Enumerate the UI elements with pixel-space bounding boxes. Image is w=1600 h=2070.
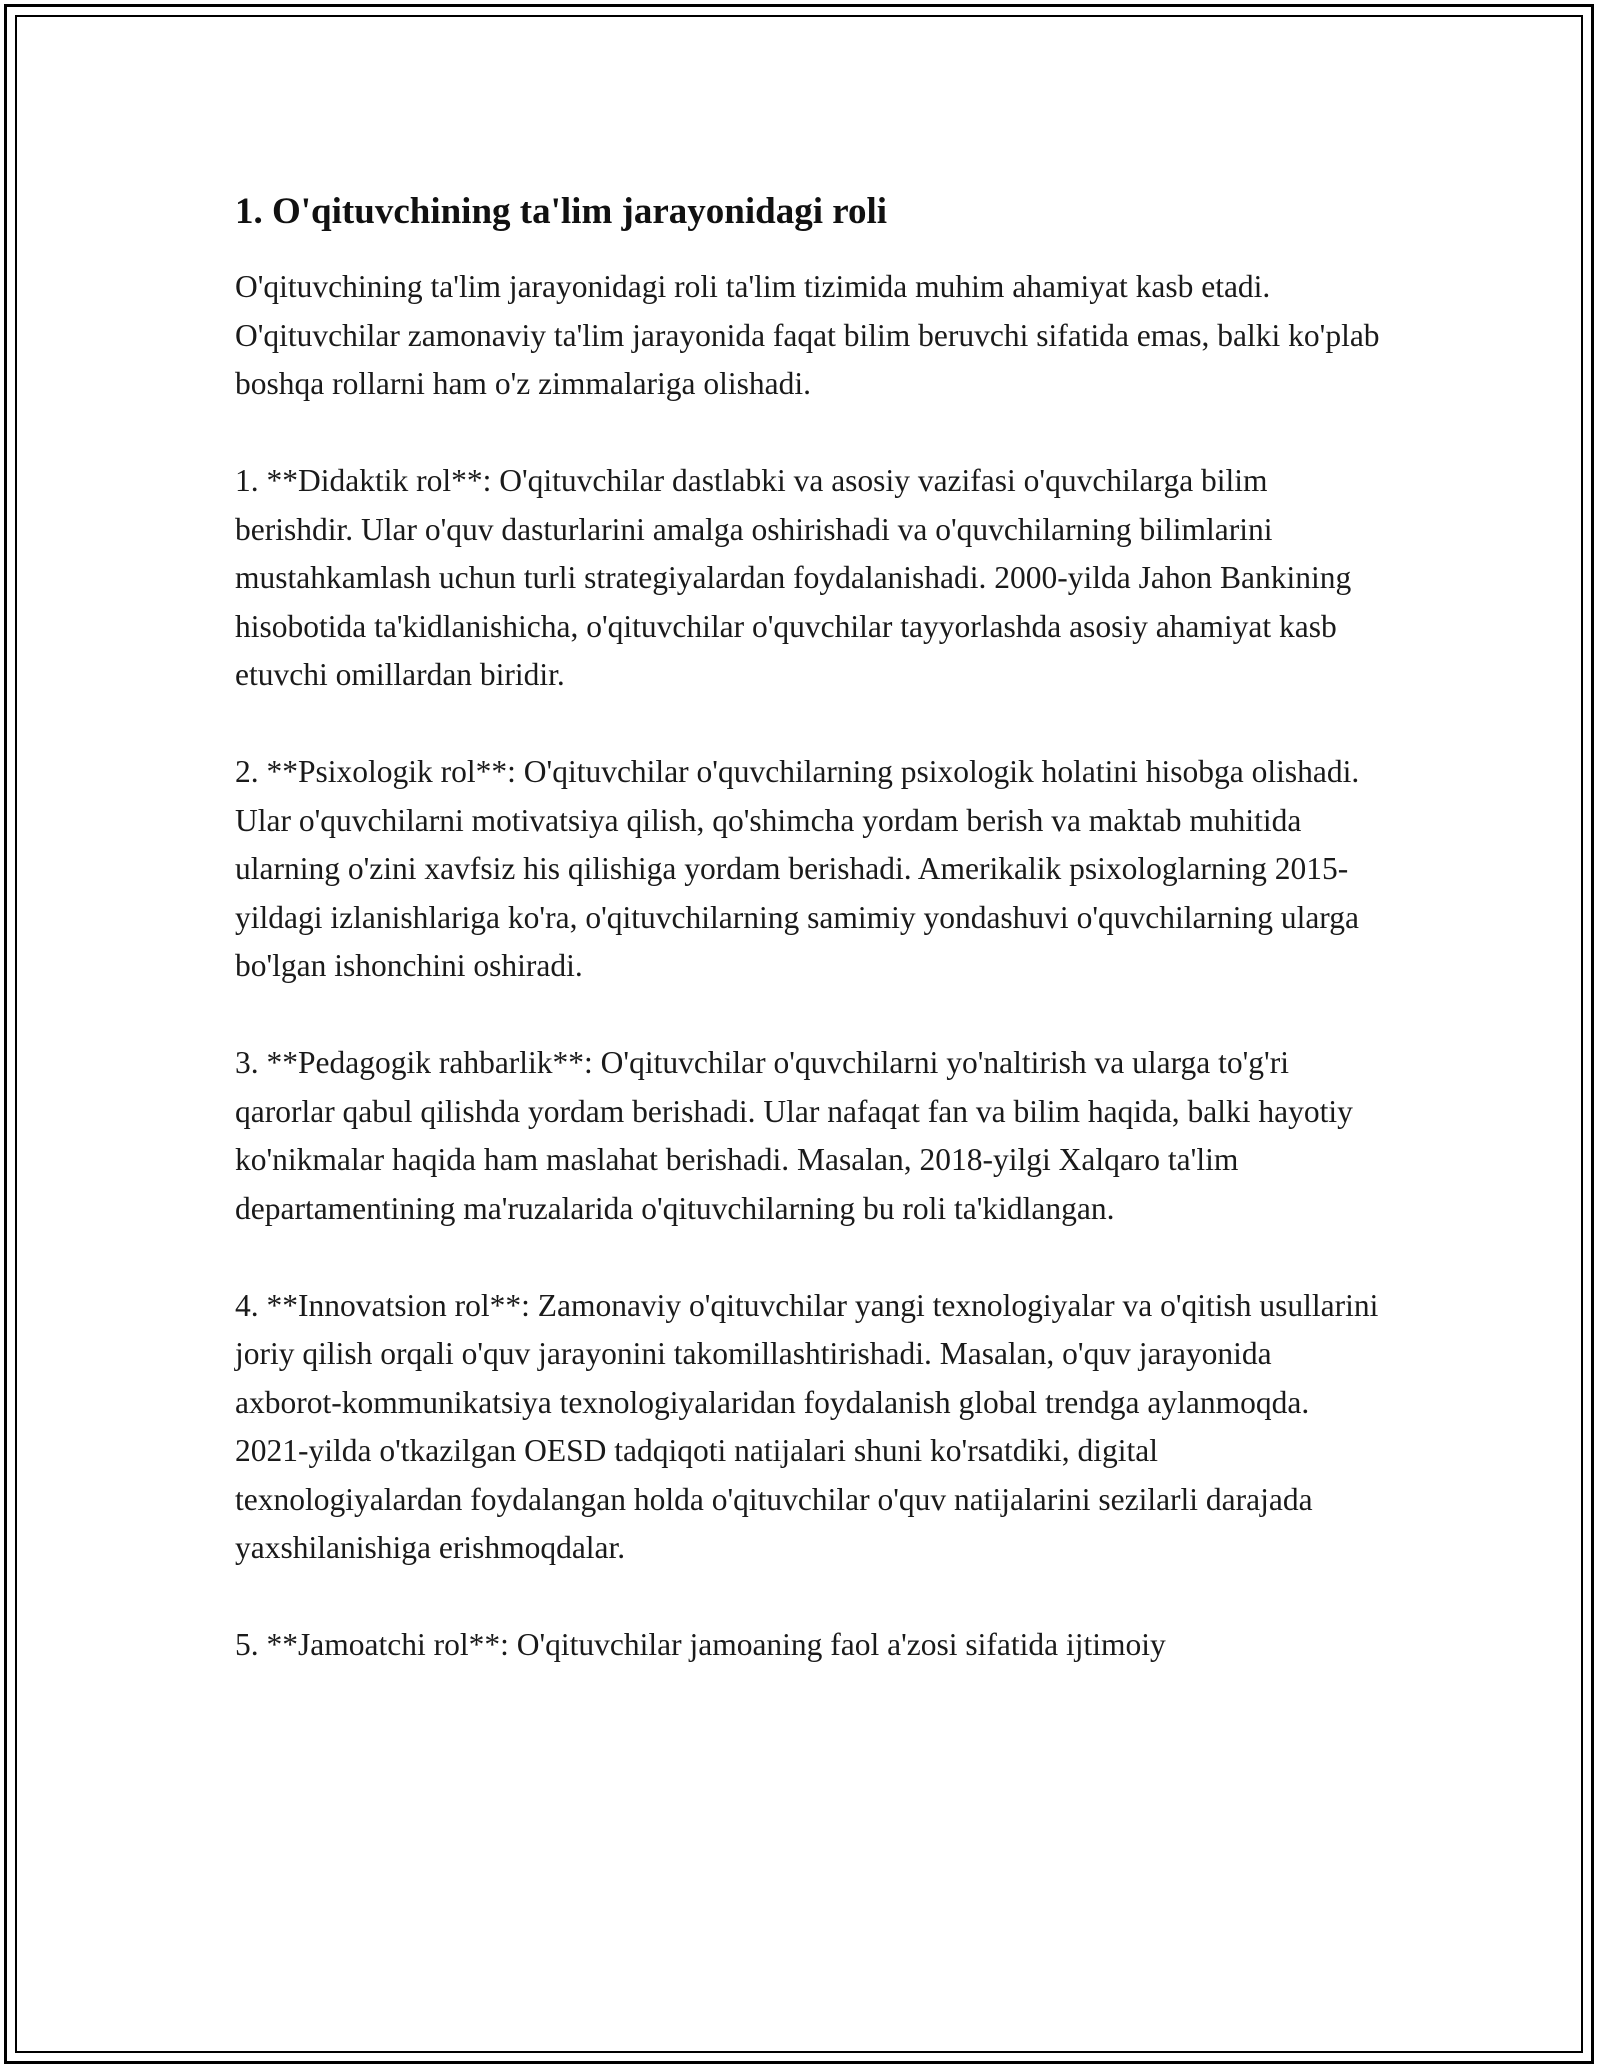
list-item-pedagogical-leadership: 3. **Pedagogik rahbarlik**: O'qituvchilar o'quvchilarni yo'naltirish va ularga to'g'ri qarorlar qabul qilishda yordam berishadi. Ular nafaqat fan va bilim haqida, balki hayotiy ko'nikmalar haqida ham maslahat berishadi. Masalan, 2018-yilgi Xalqaro ta'lim departamentining ma'ruzalarida o'qituvchilarning bu roli ta'kidlangan. — [235, 1045, 1361, 1226]
document-body — [235, 188, 1388, 1718]
list-item-community-role: 5. **Jamoatchi rol**: O'qituvchilar jamoaning faol a'zosi sifatida ijtimoiy — [235, 1627, 1166, 1662]
list-item-innovative-role: 4. **Innovatsion rol**: Zamonaviy o'qituvchilar yangi texnologiyalar va o'qitish usullarini joriy qilish orqali o'quv jarayonini takomillashtirishadi. Masalan, o'quv jarayonida axborot-kommunikatsiya texnologiyalaridan foydalanish global trendga aylanmoqda. 2021-yilda o'tkazilgan OESD tadqiqoti natijalari shuni ko'rsatdiki, digital texnologiyalardan foydalangan holda o'qituvchilar o'quv natijalarini sezilarli darajada yaxshilanishiga erishmoqdalar. — [235, 1287, 1387, 1565]
list-item-psychological-role: 2. **Psixologik rol**: O'qituvchilar o'quvchilarning psixologik holatini hisobga olishadi. Ular o'quvchilarni motivatsiya qilish, qo'shimcha yordam berish va maktab muhitida ularning o'zini xavfsiz his qilishiga yordam berishadi. Amerikalik psixologlarning 2015-yildagi izlanishlariga ko'ra, o'qituvchilarning samimiy yondashuvi o'quvchilarning ularga bo'lgan ishonchini oshiradi. — [235, 754, 1368, 983]
section-title: 1. O'qituvchining ta'lim jarayonidagi roli — [235, 191, 888, 232]
list-item-didactic-role: 1. **Didaktik rol**: O'qituvchilar dastlabki va asosiy vazifasi o'quvchilarga bilim berishdir. Ular o'quv dasturlarini amalga oshirishadi va o'quvchilarning bilimlarini mustahkamlash uchun turli strategiyalardan foydalanishadi. 2000-yilda Jahon Bankining hisobotida ta'kidlanishicha, o'qituvchilar o'quvchilar tayyorlashda asosiy ahamiyat kasb etuvchi omillardan biridir. — [235, 463, 1360, 692]
intro-paragraph: O'qituvchining ta'lim jarayonidagi roli ta'lim tizimida muhim ahamiyat kasb etadi. O'qituvchilar zamonaviy ta'lim jarayonida faqat bilim beruvchi sifatida emas, balki ko'plab boshqa rollarni ham o'z zimmalariga olishadi. — [235, 269, 1388, 401]
